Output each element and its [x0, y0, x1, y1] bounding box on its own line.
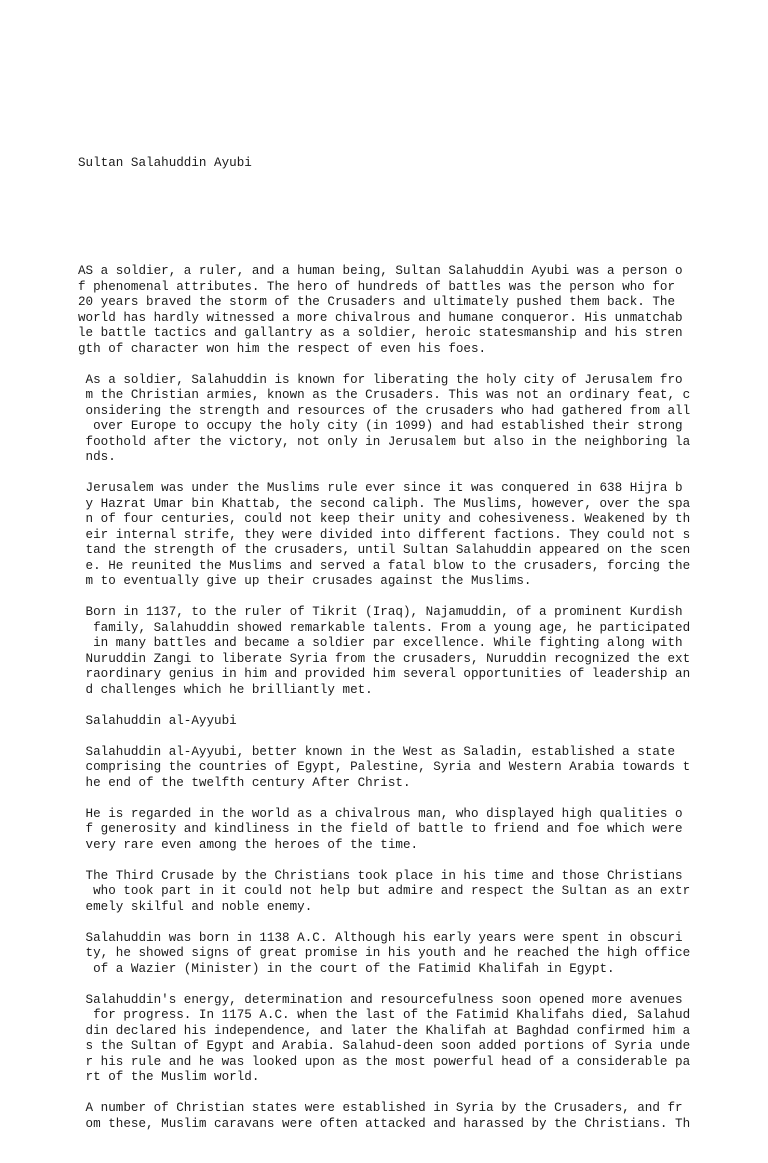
paragraph — [78, 605, 698, 698]
unknown-glyph-icon — [78, 109, 698, 125]
paragraph — [78, 714, 698, 730]
text-line: Nuruddin Zangi to liberate Syria from the crusaders, Nuruddin recognized the ext — [78, 651, 691, 666]
text-line: f phenomenal attributes. The hero of hundreds of battles was the person who for — [78, 279, 676, 294]
text-line: eir internal strife, they were divided into different factions. They could not s — [78, 527, 691, 542]
text-line: m the Christian armies, known as the Crusaders. This was not an ordinary feat, c — [78, 388, 691, 402]
text-line: raordinary genius in him and provided him several opportunities of leadership an — [78, 667, 691, 681]
paragraph — [78, 869, 698, 916]
text-line: 20 years braved the storm of the Crusaders and ultimately pushed them back. The — [78, 295, 676, 309]
text-line: s the Sultan of Egypt and Arabia. Salahud-deen soon added portions of Syria unde — [78, 1039, 691, 1053]
paragraph — [78, 1101, 698, 1132]
text-line: m to eventually give up their crusades against the Muslims. — [78, 574, 532, 588]
text-line: rt of the Muslim world. — [78, 1070, 260, 1084]
text-line: Salahuddin al-Ayyubi, better known in the West as Saladin, established a state — [78, 744, 676, 759]
text-line: Salahuddin was born in 1138 A.C. Although his early years were spent in obscuri — [78, 930, 683, 945]
text-line: who took part in it could not help but admire and respect the Sultan as an extr — [78, 884, 691, 898]
text-line: nds. — [78, 450, 116, 464]
text-line: emely skilful and noble enemy. — [78, 899, 313, 914]
text-line: very rare even among the heroes of the time. — [78, 837, 419, 852]
text-line: Salahuddin's energy, determination and resourcefulness soon opened more avenues — [78, 992, 683, 1007]
text-line: in many battles and became a soldier par excellence. While fighting along with — [78, 636, 683, 650]
text-line: He is regarded in the world as a chivalrous man, who displayed high qualities o — [78, 806, 683, 821]
text-line: he end of the twelfth century After Christ. — [78, 775, 411, 790]
paragraph — [78, 931, 698, 978]
text-line: f generosity and kindliness in the field of battle to friend and foe which were — [78, 822, 683, 836]
text-line: tand the strength of the crusaders, until Sultan Salahuddin appeared on the scen — [78, 543, 691, 557]
paragraph — [78, 745, 698, 792]
text-line: A number of Christian states were established in Syria by the Crusaders, and fr — [78, 1101, 683, 1115]
document-title: Sultan Salahuddin Ayubi — [78, 155, 252, 170]
text-line: y Hazrat Umar bin Khattab, the second caliph. The Muslims, however, over the spa — [78, 496, 691, 511]
paragraph — [78, 993, 698, 1086]
text-line: din declared his independence, and later the Khalifah at Baghdad confirmed him a — [78, 1023, 691, 1038]
text-line: om these, Muslim caravans were often attacked and harassed by the Christians. Th — [78, 1116, 691, 1131]
text-line: over Europe to occupy the holy city (in 1099) and had established their strong — [78, 419, 683, 433]
text-line: world has hardly witnessed a more chivalrous and humane conqueror. His unmatchab — [78, 310, 683, 325]
paragraph — [78, 481, 698, 590]
text-line: gth of character won him the respect of even his foes. — [78, 341, 487, 356]
text-line: AS a soldier, a ruler, and a human being, Sultan Salahuddin Ayubi was a person o — [78, 264, 683, 278]
text-line: comprising the countries of Egypt, Palestine, Syria and Western Arabia towards t — [78, 760, 691, 774]
text-line: family, Salahuddin showed remarkable talents. From a young age, he participated — [78, 620, 691, 635]
text-line: onsidering the strength and resources of the crusaders who had gathered from all — [78, 403, 691, 418]
text-line: As a soldier, Salahuddin is known for liberating the holy city of Jerusalem fro — [78, 372, 683, 387]
paragraph — [78, 807, 698, 854]
paragraph — [78, 264, 698, 357]
paragraph — [78, 373, 698, 466]
title-spacer — [78, 202, 698, 233]
text-line: e. He reunited the Muslims and served a fatal blow to the crusaders, forcing the — [78, 558, 691, 573]
text-line: n of four centuries, could not keep their unity and cohesiveness. Weakened by th — [78, 512, 691, 526]
text-line: r his rule and he was looked upon as the most powerful head of a considerable pa — [78, 1054, 691, 1069]
text-line: Jerusalem was under the Muslims rule ever since it was conquered in 638 Hijra b — [78, 481, 683, 495]
text-line: The Third Crusade by the Christians took place in his time and those Christians — [78, 868, 683, 883]
text-line: le battle tactics and gallantry as a soldier, heroic statesmanship and his stren — [78, 326, 683, 340]
document-body — [78, 78, 698, 1163]
text-line: for progress. In 1175 A.C. when the last of the Fatimid Khalifahs died, Salahud — [78, 1008, 691, 1022]
paragraph-list — [78, 264, 698, 1132]
text-line: foothold after the victory, not only in Jerusalem but also in the neighboring la — [78, 434, 691, 449]
text-line: of a Wazier (Minister) in the court of the Fatimid Khalifah in Egypt. — [78, 961, 615, 976]
text-line: ty, he showed signs of great promise in his youth and he reached the high office — [78, 946, 691, 960]
text-line: d challenges which he brilliantly met. — [78, 682, 373, 697]
text-line: Born in 1137, to the ruler of Tikrit (Iraq), Najamuddin, of a prominent Kurdish — [78, 605, 683, 619]
text-line: Salahuddin al-Ayyubi — [78, 713, 237, 728]
